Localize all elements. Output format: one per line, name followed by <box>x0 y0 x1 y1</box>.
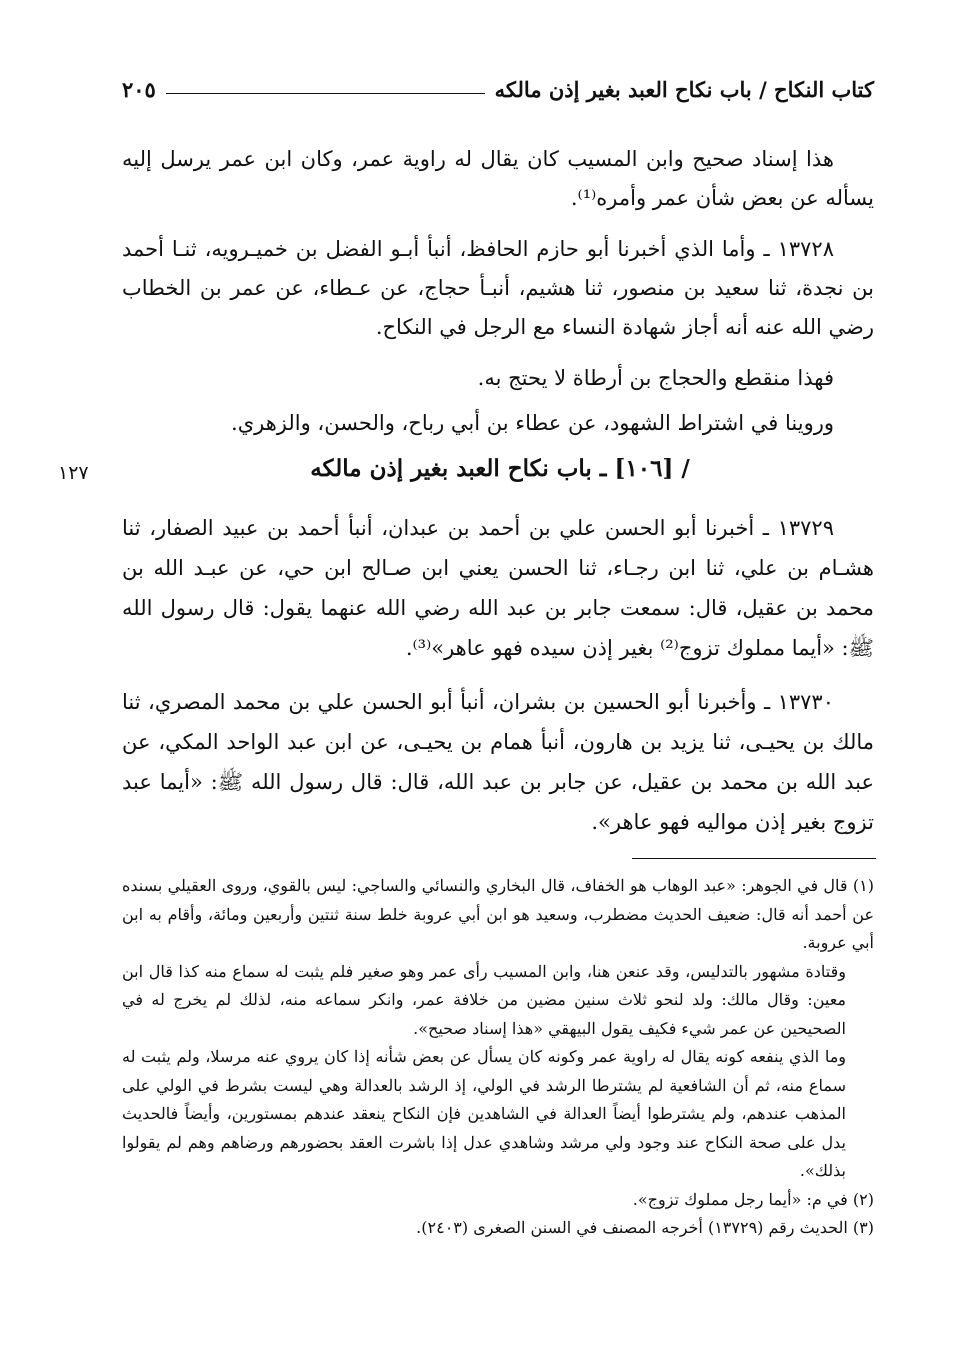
footnote-separator <box>632 858 876 859</box>
main-text-after-heading <box>122 508 874 856</box>
page-number: ٢٠٥ <box>122 76 156 102</box>
paragraph: ١٣٧٢٩ ـ أخبرنا أبو الحسن علي بن أحمد بن عبدان، أنبأ أحمد بن عبيد الصفار، ثنا هشـام بن علي، ثنا ابن رجـاء، ثنا الحسن يعني ابن صـالح ابن حي، عن عبـد الله بن محمد بن عقيل، قال: سمعت جابر بن عبد الله رضي الله عنهما يقول: قال رسول الله ﷺ: «أيما مملوك تزوج⁽²⁾ بغير إذن سيده فهو عاهر»⁽³⁾. <box>122 516 874 660</box>
footnote-continuation: وما الذي ينفعه كونه يقال له راوية عمر وكونه كان يسأل عن بعض شأنه إذا كان يروي عنه مرسلا، ولم يثبت له سماع منه، ثم أن الشافعية لم يشترطا الرشد في الولي، إذ الرشد بالعدالة وهي ليست بشرط في الولي على المذهب عندهم، ولم يشترطوا أيضاً العدالة في الشاهدين فإن النكاح ينعقد عندهم بمستورين، وأيضاً فالحديث يدل على صحة النكاح عند وجود ولي مرشد وشاهدي عدل إذا باشرت العقد بحضورهم ورضاهم وهم لم يقولوا بذلك». <box>122 1047 846 1180</box>
footnotes <box>122 872 874 1243</box>
footnote: (٢) في م: «أيما رجل مملوك تزوج». <box>632 1189 874 1209</box>
header-rule <box>166 93 485 94</box>
paragraph: ١٣٧٣٠ ـ وأخبرنا أبو الحسين بن بشران، أنبأ أبو الحسن علي بن محمد المصري، ثنا مالك بن يحيـى، ثنا يزيد بن هارون، أنبأ همام بن يحيـى، عن ابن عبد الواحد المكي، عن عبد الله بن محمد بن عقيل، عن جابر بن عبد الله، قال: قال رسول الله ﷺ: «أيما عبد تزوج بغير إذن مواليه فهو عاهر». <box>122 690 874 834</box>
footnote: (٣) الحديث رقم (١٣٧٢٩) أخرجه المصنف في السنن الصغرى (٢٤٠٣). <box>416 1218 874 1237</box>
footnote: (١) قال في الجوهر: «عبد الوهاب هو الخفاف، قال البخاري والنسائي والساجي: ليس بالقوي، وروى العقيلي بسنده عن أحمد أنه قال: ضعيف الحديث مضطرب، وسعيد هو ابن أبي عروبة خلط سنة ثنتين وأربعين ومائة، وأقام به ابن أبي عروبة. <box>122 876 875 952</box>
paragraph: هذا إسناد صحيح وابن المسيب كان يقال له راوية عمر، وكان ابن عمر يرسل إليه يسأله عن بعض شأن عمر وأمره⁽¹⁾. <box>122 147 874 210</box>
paragraph: ١٣٧٢٨ ـ وأما الذي أخبرنا أبو حازم الحافظ، أنبأ أبـو الفضل بن خميـرويه، ثنـا أحمد بن نجدة، ثنا سعيد بن منصور، ثنا هشيم، أنبـأ حجاج، عن عـطاء، عن عمر بن الخطاب رضي الله عنه أنه أجاز شهادة النساء مع الرجل في النكاح. <box>122 237 874 339</box>
running-title: كتاب النكاح / باب نكاح العبد بغير إذن مالكه <box>494 76 874 102</box>
paragraph: فهذا منقطع والحجاج بن أرطاة لا يحتج به. <box>477 366 834 390</box>
footnote-continuation: وقتادة مشهور بالتدليس، وقد عنعن هنا، وابن المسيب رأى عمر وهو صغير فلم يثبت له سماع منه كذا قال ابن معين: وقال مالك: ولد لنحو ثلاث سنين مضين من خلافة عمر، وانكر سماعه منه، لذلك لم يخرج له في الصحيحين عن عمر شيء فكيف يقول البيهقي «هذا إسناد صحيح». <box>122 961 847 1038</box>
running-header <box>122 72 874 106</box>
margin-volume-page-number: ١٢٧ <box>58 462 89 484</box>
chapter-heading: / [١٠٦] ـ باب نكاح العبد بغير إذن مالكه <box>310 455 690 482</box>
main-text-before-heading <box>122 140 874 455</box>
paragraph: وروينا في اشتراط الشهود، عن عطاء بن أبي رباح، والحسن، والزهري. <box>231 411 834 435</box>
